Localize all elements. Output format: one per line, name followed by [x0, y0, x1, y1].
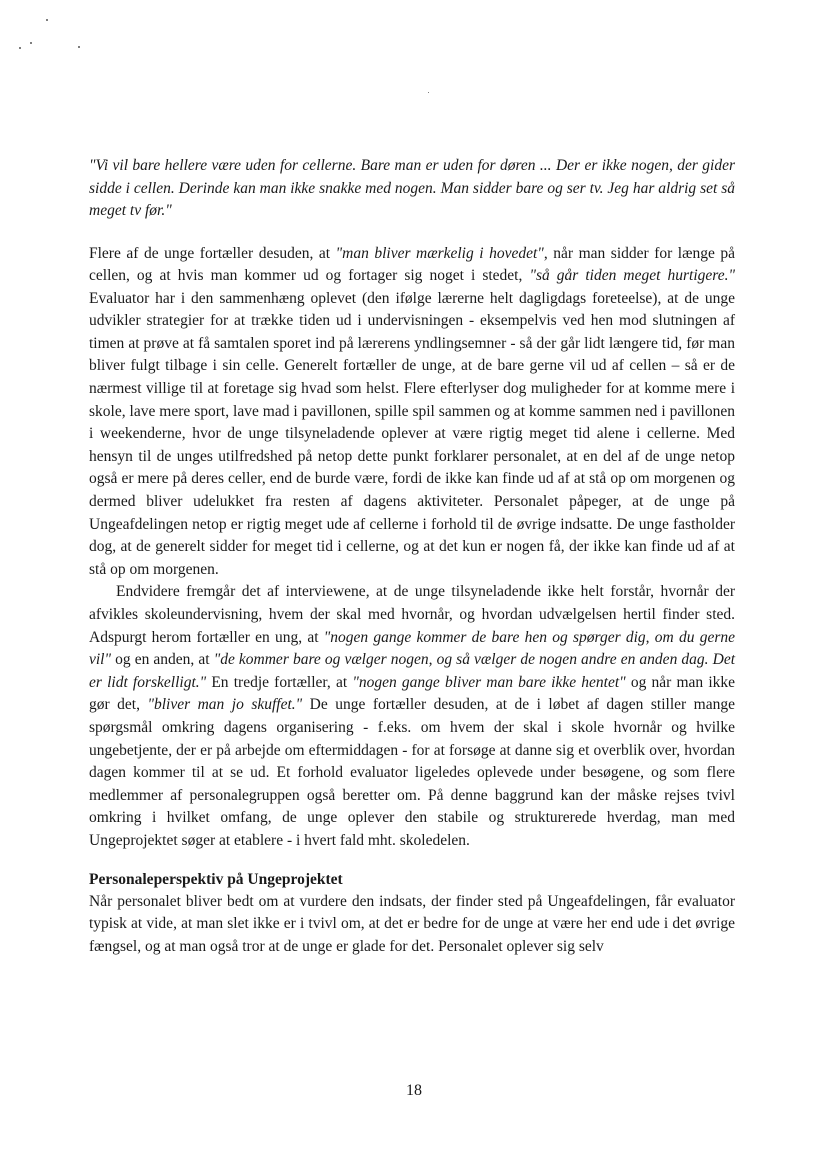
- p2-text-c: og en anden, at: [111, 651, 214, 669]
- p2-quote-h: "bliver man jo skuffet.": [147, 696, 303, 714]
- p1-quote-d: "så går tiden meget hurtigere.": [529, 267, 735, 285]
- p2-quote-f: "nogen gange bliver man bare ikke hentet": [352, 673, 626, 691]
- p2-text-e: En tredje fortæller, at: [206, 673, 353, 691]
- section-heading: Personaleperspektiv på Ungeprojektet: [89, 870, 343, 888]
- p2-text-i: De unge fortæller desuden, at de i løbet af dagen stiller mange spørgsmål omkring dagens organisering - f.eks. om hvem der skal i skole hvornår og hvilke ungebetjente, der er på arbejde om eftermiddagen - for at forsøge at danne sig et overblik over, hvordan dagen kommer til at se ud. Et forhold evaluator ligeledes oplevede under besøgene, og som flere medlemmer af personalegruppen også beretter om. På denne baggrund kan der måske rejses tvivl omkring i hvilket omfang, de unge oplever den stabile og strukturerede hverdag, man med Ungeprojektet søger at etablere - i hvert fald mht. skoledelen.: [89, 696, 735, 849]
- document-body: [89, 155, 735, 958]
- paragraph-3: Når personalet bliver bedt om at vurdere den indsats, der finder sted på Ungeafdelingen, får evaluator typisk at vide, at man slet ikke er i tvivl om, at det er bedre for de unge at være her end ude i det øvrige fængsel, og at man også tror at de unge er glade for det. Personalet oplever sig selv: [89, 892, 735, 955]
- p1-text-a: Flere af de unge fortæller desuden, at: [89, 244, 336, 262]
- p2-quote-d: "de kommer bare og vælger nogen, og så vælger de nogen andre en anden dag. Det er lidt forskelligt.": [89, 651, 736, 691]
- p2-text-g: og når man ikke gør det,: [89, 673, 735, 714]
- p2-quote-b: "nogen gange kommer de bare hen og spørger dig, om du gerne vil": [89, 628, 736, 669]
- p1-text-e: Evaluator har i den sammenhæng oplevet (den ifølge lærerne helt dagligdags foreteelse), at de unge udvikler strategier for at trække tiden ud i undervisningen - eksempelvis ved hen mod slutningen af timen at prøve at få samtalen sporet ind på lærerens yndlingsemner - så der går lidt længere tid, før man bliver fulgt tilbage i sin celle. Generelt fortæller de unge, at de bare gerne vil ud af cellen – så er de nærmest villige til at foretage sig hvad som helst. Flere efterlyser dog muligheder for at komme mere i skole, lave mere sport, lave mad i pavillonen, spille spil sammen og at komme sammen ned i pavillonen i weekenderne, hvor de unge tilsyneladende oplever at være rigtig meget tid alene i cellerne. Med hensyn til de unges utilfredshed på netop dette punkt forklarer personalet, at en del af de unge netop også er mere på deres celler, end de burde være, fordi de ikke kan finde ud af at stå op om morgenen og dermed bliver udelukket fra resten af dagens aktiviteter. Personalet påpeger, at de unge på Ungeafdelingen netop er rigtig meget ude af cellerne i forhold til de øvrige indsatte. De unge fastholder dog, at de generelt sidder for meget tid i cellerne, og at det kun er nogen få, der ikke kan finde ud af at stå op om morgenen.: [89, 289, 735, 578]
- p1-quote-b: "man bliver mærkelig i hovedet": [335, 244, 544, 262]
- page-number: 18: [406, 1082, 422, 1099]
- paragraph-2: [89, 581, 735, 852]
- interview-quote: "Vi vil bare hellere være uden for cellerne. Bare man er uden for døren ... Der er ikke nogen, der gider sidde i cellen. Derinde kan man ikke snakke med nogen. Man sidder bare og ser tv. Jeg har aldrig set så meget tv før.": [89, 157, 735, 219]
- p2-text-a: Endvidere fremgår det af interviewene, at de unge tilsyneladende ikke helt forstår, hvornår der afvikles skoleundervisning, hvem der skal med hvornår, og hvordan udvælgelsen hertil finder sted. Adspurgt herom fortæller en ung, at: [89, 583, 735, 646]
- paragraph-1: [89, 243, 735, 582]
- p1-text-c: , når man sidder for længe på cellen, og at hvis man kommer ud og fortager sig noget i stedet,: [89, 244, 735, 285]
